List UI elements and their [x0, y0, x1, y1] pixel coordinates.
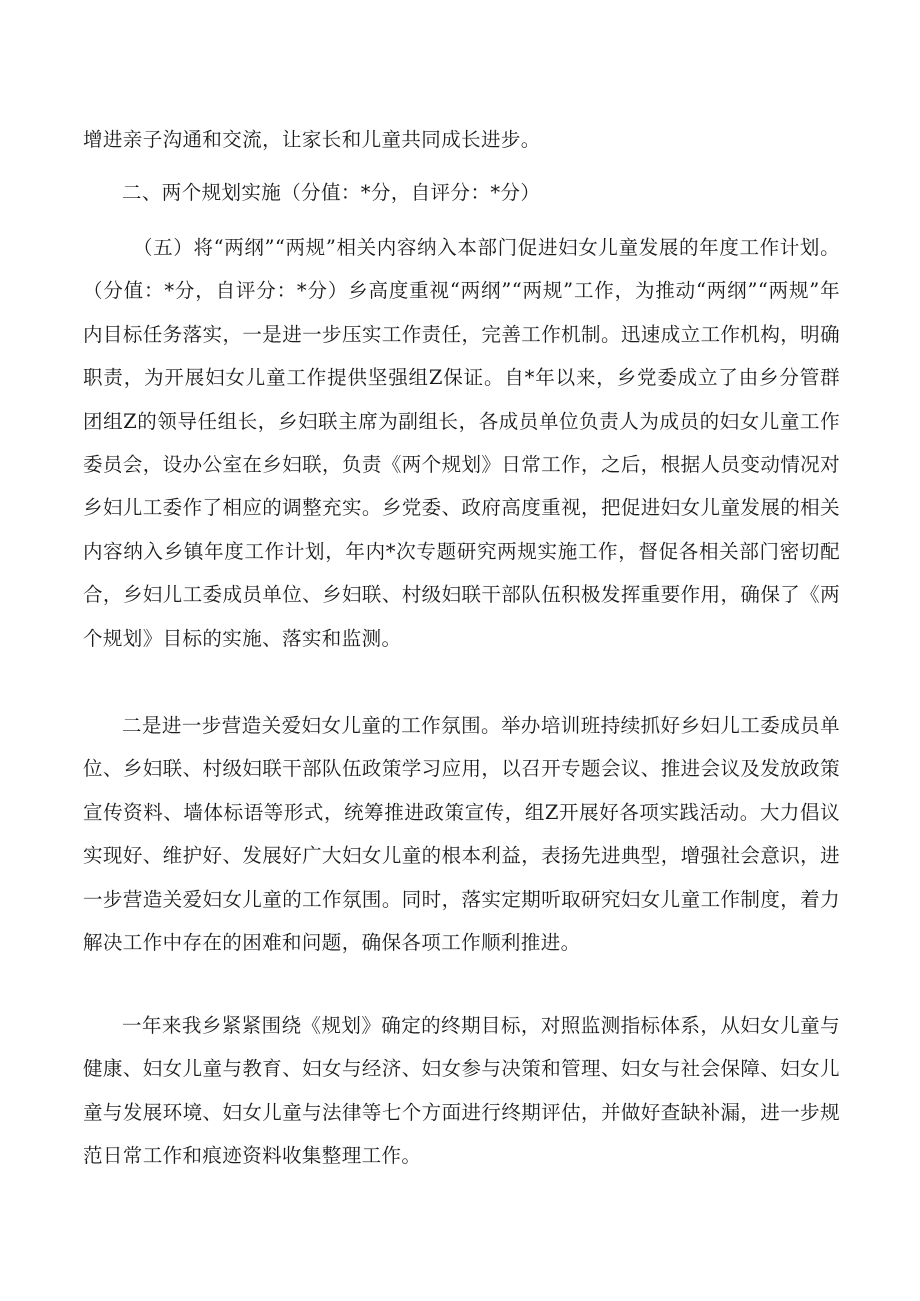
paragraph-work-atmosphere: 二是进一步营造关爱妇女儿童的工作氛围。举办培训班持续抓好乡妇儿工委成员单位、乡妇联、村级妇联干部队伍政策学习应用，以召开专题会议、推进会议及发放政策宣传资料、墙体标语等形式，统筹推进政策宣传，组Z开展好各项实践活动。大力倡议实现好、维护好、发展好广大妇女儿童的根本利益，表扬先进典型，增强社会意识，进一步营造关爱妇女儿童的工作氛围。同时，落实定期听取研究妇女儿童工作制度，着力解决工作中存在的困难和问题，确保各项工作顺利推进。: [83, 714, 840, 955]
paragraph-final-evaluation: 一年来我乡紧紧围绕《规划》确定的终期目标，对照监测指标体系，从妇女儿童与健康、妇女儿童与教育、妇女与经济、妇女参与决策和管理、妇女与社会保障、妇女儿童与发展环境、妇女儿童与法律等七个方面进行终期评估，并做好查缺补漏，进一步规范日常工作和痕迹资料收集整理工作。: [83, 1014, 840, 1168]
paragraph-item-five: （五）将“两纲”“两规”相关内容纳入本部门促进妇女儿童发展的年度工作计划。（分值：*分，自评分：*分）乡高度重视“两纲”“两规”工作，为推动“两纲”“两规”年内目标任务落实，一是进一步压实工作责任，完善工作机制。迅速成立工作机构，明确职责，为开展妇女儿童工作提供坚强组Z保证。自*年以来，乡党委成立了由乡分管群团组Z的领导任组长，乡妇联主席为副组长，各成员单位负责人为成员的妇女儿童工作委员会，设办公室在乡妇联，负责《两个规划》日常工作，之后，根据人员变动情况对乡妇儿工委作了相应的调整充实。乡党委、政府高度重视，把促进妇女儿童发展的相关内容纳入乡镇年度工作计划，年内*次专题研究两规实施工作，督促各相关部门密切配合，乡妇儿工委成员单位、乡妇联、村级妇联干部队伍积极发挥重要作用，确保了《两个规划》目标的实施、落实和监测。: [83, 236, 840, 650]
paragraph-continuation: 增进亲子沟通和交流，让家长和儿童共同成长进步。: [83, 128, 541, 151]
section-heading: 二、两个规划实施（分值：*分，自评分：*分）: [122, 181, 541, 204]
